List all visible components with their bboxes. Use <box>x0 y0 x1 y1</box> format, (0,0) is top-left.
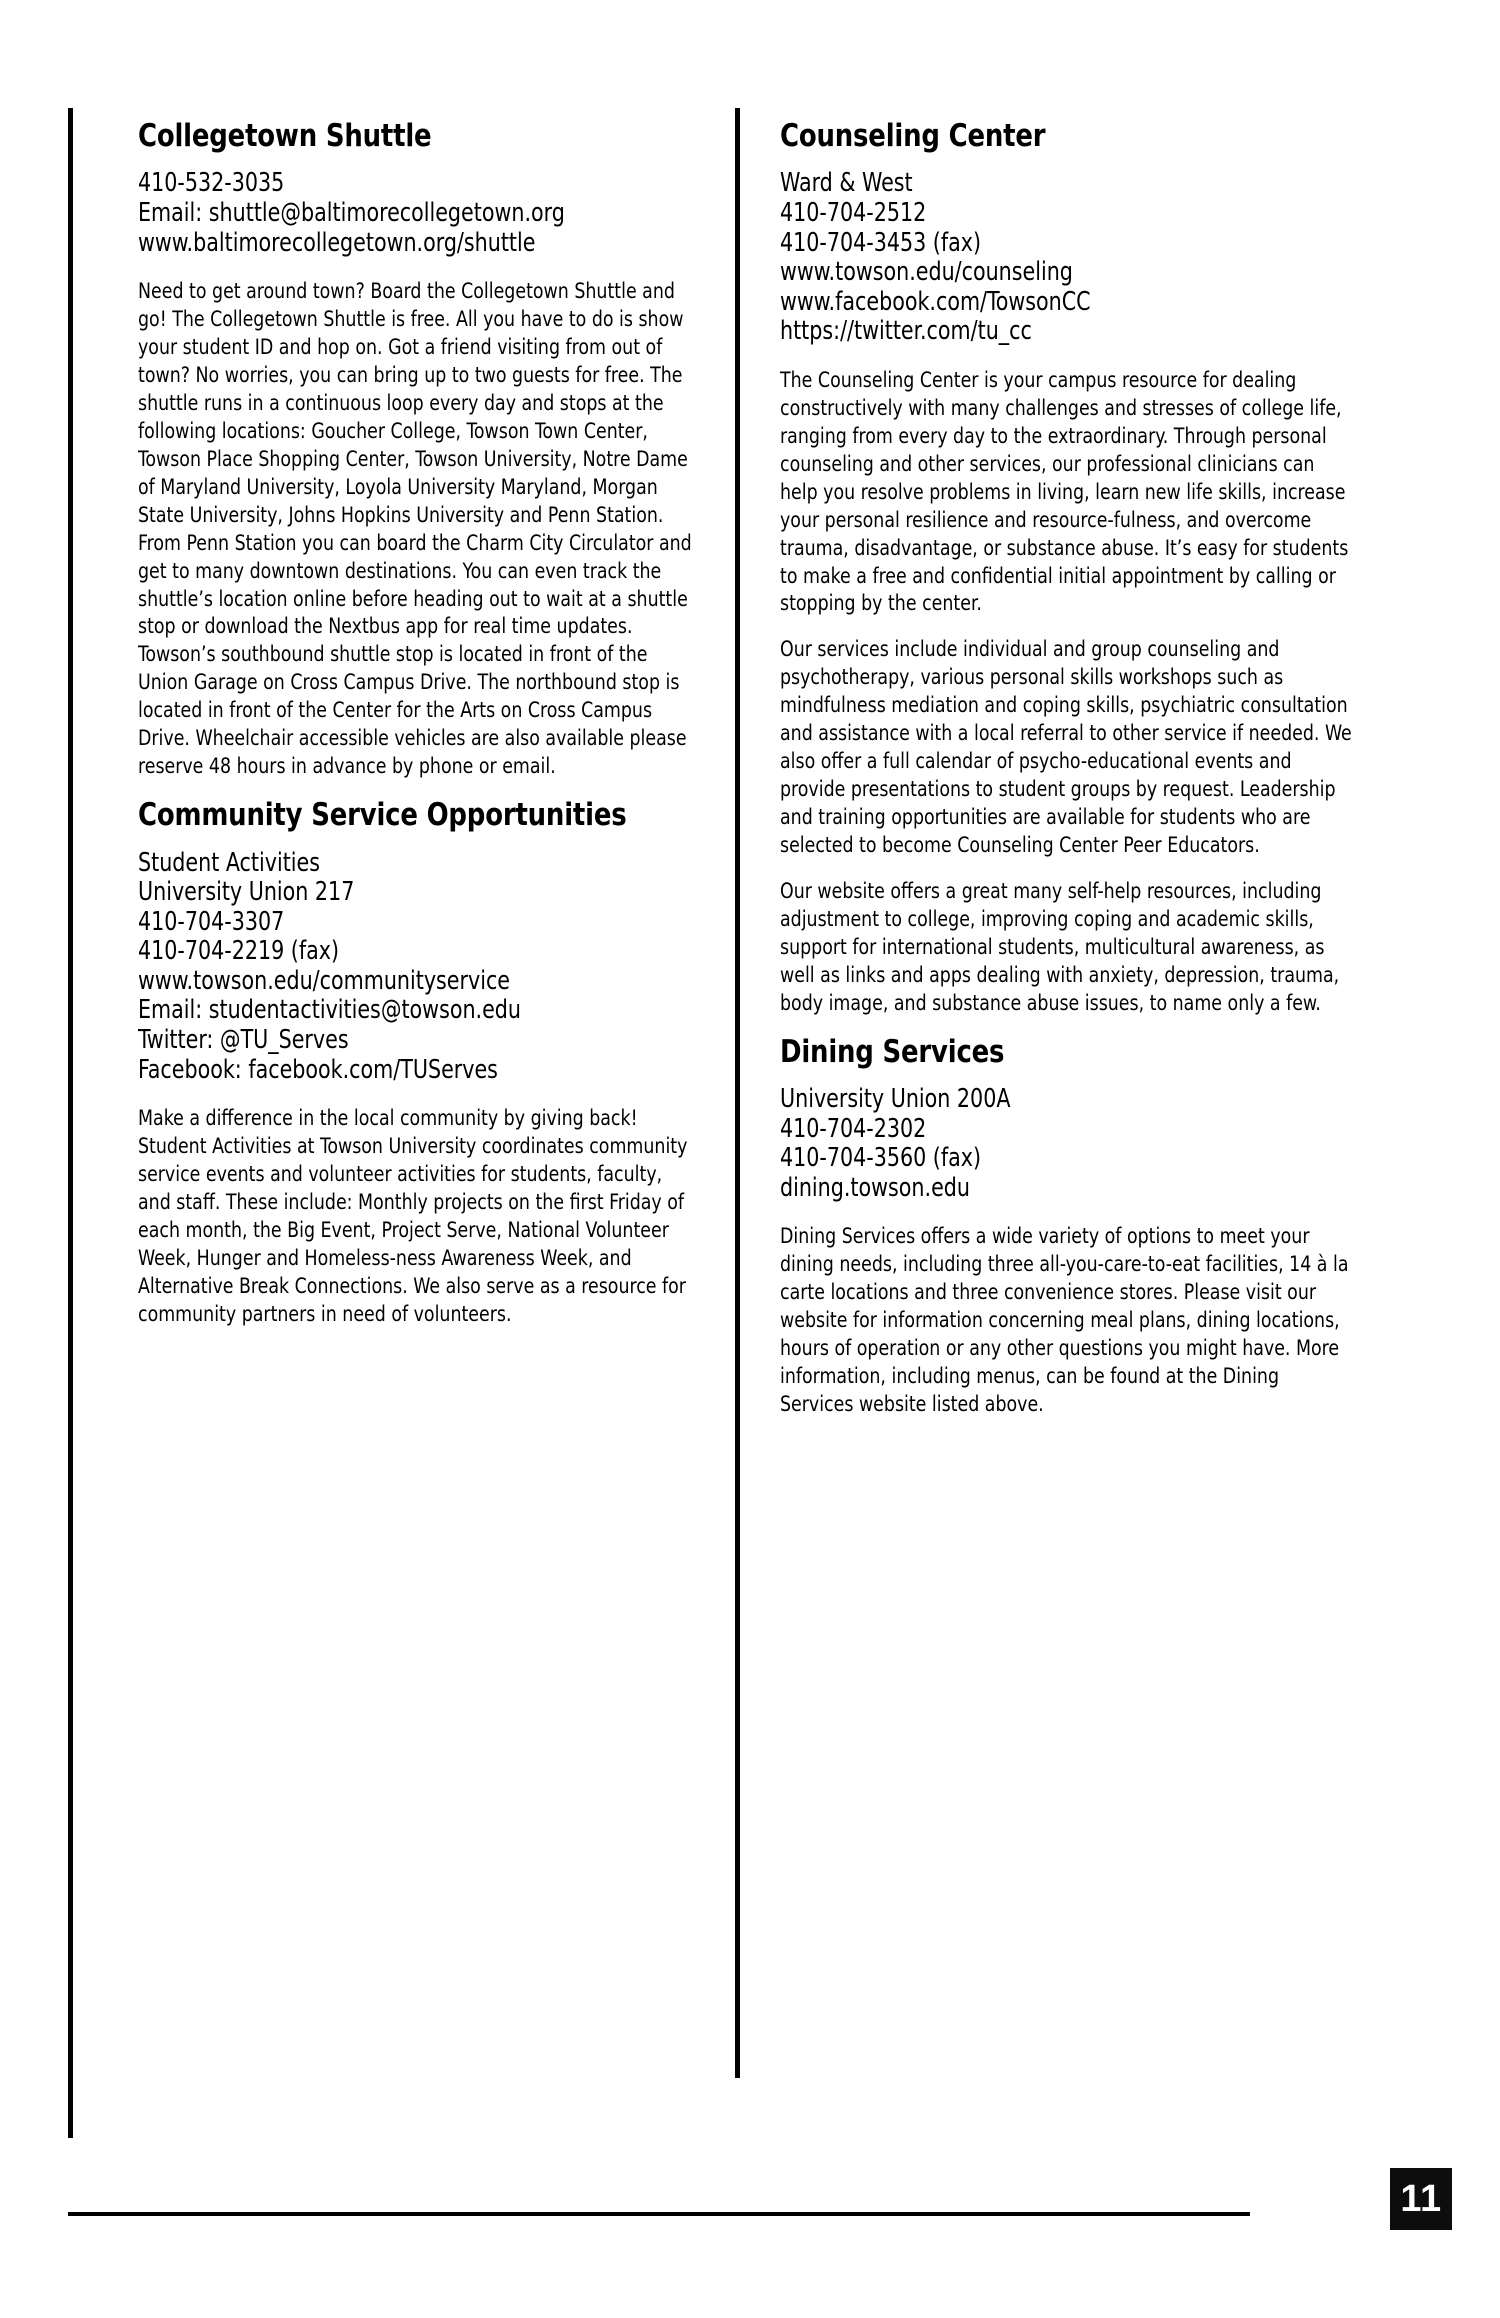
footer-rule <box>68 2212 1250 2216</box>
contact-line-fax: 410-704-2219 (fax) <box>138 936 340 967</box>
contact-line-facebook: Facebook: facebook.com/TUServes <box>138 1054 498 1085</box>
contact-line-phone: 410-704-2512 <box>780 198 927 229</box>
contact-line-office: Student Activities <box>138 847 320 878</box>
contact-line-phone: 410-704-3307 <box>138 906 285 937</box>
contact-line-location: University Union 217 <box>138 877 355 908</box>
contact-line-website: dining.towson.edu <box>780 1172 970 1203</box>
contact-line-email: Email: studentactivities@towson.edu <box>138 995 522 1026</box>
contact-block-counseling-center <box>780 169 1354 346</box>
body-paragraph-counseling-overview: The Counseling Center is your campus resource for dealing constructively with many challenges and stresses of college life, ranging from every day to the extraordinary. Through personal counseling and other services, our professional clinicians can help you resolve problems in living, learn new life skills, increase your personal resilience and resource-fulness, and overcome trauma, disadvantage, or substance abuse. It’s easy for students to make a free and confidential initial appointment by calling or stopping by the center. <box>780 367 1349 617</box>
contact-block-community-service <box>138 849 692 1086</box>
contact-block-dining-services <box>780 1085 1354 1203</box>
section-heading-collegetown-shuttle: Collegetown Shuttle <box>138 118 432 154</box>
body-paragraph-counseling-website: Our website offers a great many self-help resources, including adjustment to college, improving coping and academic skills, support for international students, multicultural awareness, as well as links and apps dealing with anxiety, depression, trauma, body image, and substance abuse issues, to name only a few. <box>780 878 1340 1016</box>
contact-line-website: www.baltimorecollegetown.org/shuttle <box>138 227 536 258</box>
contact-line-email: Email: shuttle@baltimorecollegetown.org <box>138 198 565 229</box>
left-column <box>138 120 693 1347</box>
contact-block-collegetown-shuttle <box>138 169 692 258</box>
column-divider-rule <box>735 108 740 2078</box>
contact-line-location: Ward & West <box>780 168 913 199</box>
contact-line-phone: 410-704-2302 <box>780 1113 927 1144</box>
left-margin-rule <box>68 108 73 2138</box>
contact-line-phone: 410-532-3035 <box>138 168 285 199</box>
contact-line-fax: 410-704-3453 (fax) <box>780 227 982 258</box>
contact-line-facebook: www.facebook.com/TowsonCC <box>780 286 1091 317</box>
body-paragraph-dining-services: Dining Services offers a wide variety of options to meet your dining needs, including three all-you-care-to-eat facilities, 14 à la carte locations and three convenience stores. Please visit our website for information concerning meal plans, dining locations, hours of operation or any other questions you might have. More information, including menus, can be found at the Dining Services website listed above. <box>780 1224 1349 1417</box>
contact-line-fax: 410-704-3560 (fax) <box>780 1143 982 1174</box>
section-collegetown-shuttle <box>138 120 693 781</box>
section-heading-community-service-opportunities: Community Service Opportunities <box>138 797 627 834</box>
section-heading-dining-services: Dining Services <box>780 1033 1005 1070</box>
body-paragraph-counseling-services: Our services include individual and group counseling and psychotherapy, various personal skills workshops such as mindfulness mediation and coping skills, psychiatric consultation and assistance with a local referral to other service if needed. We also offer a full calendar of psycho-educational events and provide presentations to student groups by request. Leadership and training opportunities are available for students who are selected to become Counseling Center Peer Educators. <box>780 637 1352 858</box>
contact-line-website: www.towson.edu/communityservice <box>138 965 511 996</box>
contact-line-twitter: Twitter: @TU_Serves <box>138 1025 349 1056</box>
section-community-service-opportunities <box>138 799 693 1329</box>
section-heading-counseling-center: Counseling Center <box>780 118 1046 154</box>
contact-line-website: www.towson.edu/counseling <box>780 257 1073 288</box>
page-number-badge: 11 <box>1390 2168 1452 2230</box>
contact-line-twitter: https://twitter.com/tu_cc <box>780 316 1032 347</box>
body-paragraph-collegetown-shuttle: Need to get around town? Board the Collegetown Shuttle and go! The Collegetown Shuttle is free. All you have to do is show your student ID and hop on. Got a friend visiting from out of town? No worries, you can bring up to two guests for free. The shuttle runs in a continuous loop every day and stops at the following locations: Goucher College, Towson Town Center, Towson Place Shopping Center, Towson University, Notre Dame of Maryland University, Loyola University Maryland, Morgan State University, Johns Hopkins University and Penn Station. From Penn Station you can board the Charm City Circulator and get to many downtown destinations. You can even track the shuttle’s location online before heading out to wait at a shuttle stop or download the Nextbus app for real time updates. Towson’s southbound shuttle stop is located in front of the Union Garage on Cross Campus Drive. The northbound stop is located in front of the Center for the Arts on Cross Campus Drive. Wheelchair accessible vehicles are also available please reserve 48 hours in advance by phone or email. <box>138 279 692 780</box>
right-column <box>780 120 1355 1437</box>
section-dining-services <box>780 1033 1355 1419</box>
body-paragraph-community-service: Make a difference in the local community by giving back! Student Activities at Towson University coordinates community service events and volunteer activities for students, faculty, and staff. These include: Monthly projects on the first Friday of each month, the Big Event, Project Serve, National Volunteer Week, Hunger and Homeless-ness Awareness Week, and Alternative Break Connections. We also serve as a resource for community partners in need of volunteers. <box>138 1106 688 1327</box>
section-counseling-center <box>780 120 1355 1018</box>
contact-line-location: University Union 200A <box>780 1084 1011 1115</box>
